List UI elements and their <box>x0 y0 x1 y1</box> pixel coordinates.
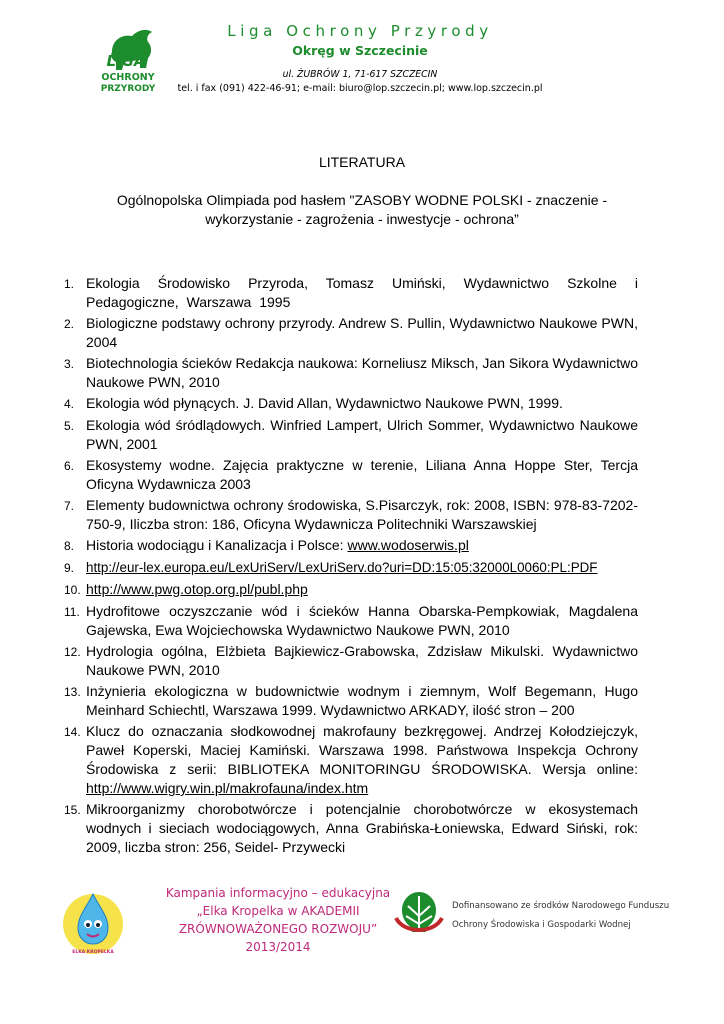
mascot-caption: ELKA KROPELKA <box>72 950 114 955</box>
item-number: 5. <box>64 419 75 433</box>
literature-item <box>64 456 638 494</box>
item-text-prefix: Klucz do oznaczania słodkowodnej makrofauny bezkręgowej. Andrzej Kołodziejczyk, Paweł Koperski, Maciej Kamiński. Warszawa 1998. Państwowa Inspekcja Ochrony Środowiska z serii: BIBLIOTEKA MONITORINGU ŚRODOWISKA. Wersja online: <box>86 723 638 777</box>
nfosigw-logo-icon <box>394 888 444 936</box>
literature-item <box>64 558 638 578</box>
item-number: 8. <box>64 539 75 553</box>
logo-text-liga: LIGA <box>106 52 146 70</box>
item-text <box>86 536 638 556</box>
campaign-line-2: „Elka Kropelka w AKADEMII <box>196 904 360 918</box>
literature-item <box>64 416 638 454</box>
campaign-line-3: ZRÓWNOWAŻONEGO ROZWOJU” <box>178 922 378 936</box>
item-number: 2. <box>64 317 75 331</box>
wodoserwis-link[interactable]: www.wodoserwis.pl <box>347 537 469 553</box>
item-text <box>86 580 638 600</box>
eur-lex-link[interactable]: http://eur-lex.europa.eu/LexUriServ/LexUriServ.do?uri=DD:15:05:32000L0060:PL:PDF <box>86 560 598 575</box>
item-text: Elementy budownictwa ochrony środowiska, S.Pisarczyk, rok: 2008, ISBN: 978-83-7202-750-9, Iliczba stron: 186, Oficyna Wydawnicza Politechniki Warszawskiej <box>86 497 638 532</box>
item-text: Hydrofitowe oczyszczanie wód i ścieków Hanna Obarska-Pempkowiak, Magdalena Gajewska, Ewa Wojciechowska Wydawnictwo Naukowe PWN, 2010 <box>86 603 638 638</box>
item-text: Ekologia wód płynących. J. David Allan, Wydawnictwo Naukowe PWN, 1999. <box>86 395 563 411</box>
literature-item <box>64 800 638 857</box>
page-title: LITERATURA <box>318 154 406 170</box>
literature-item <box>64 602 638 640</box>
subtitle-line-1: Ogólnopolska Olimpiada pod hasłem "ZASOBY WODNE POLSKI - znaczenie - <box>116 192 608 208</box>
literature-item <box>64 642 638 680</box>
wigry-makrofauna-link[interactable]: http://www.wigry.win.pl/makrofauna/index.htm <box>86 780 369 796</box>
item-text: Hydrologia ogólna, Elżbieta Bajkiewicz-Grabowska, Zdzisław Mikulski. Wydawnictwo Naukowe PWN, 2010 <box>86 643 638 678</box>
item-number: 1. <box>64 277 75 291</box>
literature-item <box>64 536 638 556</box>
item-text: Mikroorganizmy chorobotwórcze i potencjalnie chorobotwórcze w ekosystemach wodnych i sieciach wodociągowych, Anna Grabińska-Łoniewska, Edward Siński, rok: 2009, liczba stron: 256, Seidel- Przywecki <box>86 801 638 855</box>
literature-item <box>64 722 638 798</box>
campaign-info <box>128 884 428 956</box>
funding-line-1: Dofinansowano ze środków Narodowego Funduszu <box>452 901 670 911</box>
logo-text-ochrony: OCHRONY <box>101 72 155 83</box>
item-number: 12. <box>64 645 81 659</box>
org-name: Liga Ochrony Przyrody <box>227 22 493 40</box>
logo-text-przyrody: PRZYRODY <box>100 84 156 94</box>
literature-item <box>64 314 638 352</box>
campaign-line-4: 2013/2014 <box>245 940 311 954</box>
item-number: 6. <box>64 459 75 473</box>
page-subtitle <box>90 191 634 229</box>
funding-line-2: Ochrony Środowiska i Gospodarki Wodnej <box>452 920 631 930</box>
funding-info <box>452 897 682 935</box>
org-contact: tel. i fax (091) 422-46-91; e-mail: biuro@lop.szczecin.pl; www.lop.szczecin.pl <box>177 83 543 94</box>
item-number: 4. <box>64 397 75 411</box>
item-text: Biologiczne podstawy ochrony przyrody. Andrew S. Pullin, Wydawnictwo Naukowe PWN, 2004 <box>86 315 638 350</box>
item-text: Ekologia wód śródlądowych. Winfried Lampert, Ulrich Sommer, Wydawnictwo Naukowe PWN, 2001 <box>86 417 638 452</box>
pwg-otop-link[interactable]: http://www.pwg.otop.org.pl/publ.php <box>86 581 308 597</box>
item-number: 11. <box>64 605 80 619</box>
org-district: Okręg w Szczecinie <box>292 43 428 58</box>
literature-item <box>64 274 638 312</box>
literature-item <box>64 682 638 720</box>
item-number: 9. <box>64 561 75 575</box>
item-text-prefix: Historia wodociągu i Kanalizacja i Polsce: <box>86 537 348 553</box>
campaign-line-1: Kampania informacyjno – edukacyjna <box>165 886 391 900</box>
item-text: Biotechnologia ścieków Redakcja naukowa: Korneliusz Miksch, Jan Sikora Wydawnictwo Naukowe PWN, 2010 <box>86 355 638 390</box>
item-number: 15. <box>64 803 81 817</box>
org-address: ul. ŻUBRÓW 1, 71-617 SZCZECIN <box>282 69 438 80</box>
item-text: Ekosystemy wodne. Zajęcia praktyczne w terenie, Liliana Anna Hoppe Ster, Tercja Oficyna Wydawnicza 2003 <box>86 457 638 492</box>
item-number: 7. <box>64 499 75 513</box>
literature-item <box>64 354 638 392</box>
literature-list <box>64 274 638 859</box>
item-number: 10. <box>64 583 81 597</box>
item-text: Inżynieria ekologiczna w budownictwie wodnym i ziemnym, Wolf Begemann, Hugo Meinhard Schiechtl, Warszawa 1999. Wydawnictwo ARKADY, ilość stron – 200 <box>86 683 638 718</box>
item-number: 14. <box>64 725 81 739</box>
item-number: 3. <box>64 357 75 371</box>
item-text <box>86 722 638 798</box>
subtitle-line-2: wykorzystanie - zagrożenia - inwestycje - ochrona” <box>205 211 519 227</box>
item-number: 13. <box>64 685 81 699</box>
item-text: Ekologia Środowisko Przyroda, Tomasz Umiński, Wydawnictwo Szkolne i Pedagogiczne, Warszawa 1995 <box>86 275 638 310</box>
elka-kropelka-mascot <box>60 884 126 958</box>
literature-item <box>64 496 638 534</box>
item-text <box>86 558 638 578</box>
literature-item <box>64 394 638 414</box>
literature-item <box>64 580 638 600</box>
